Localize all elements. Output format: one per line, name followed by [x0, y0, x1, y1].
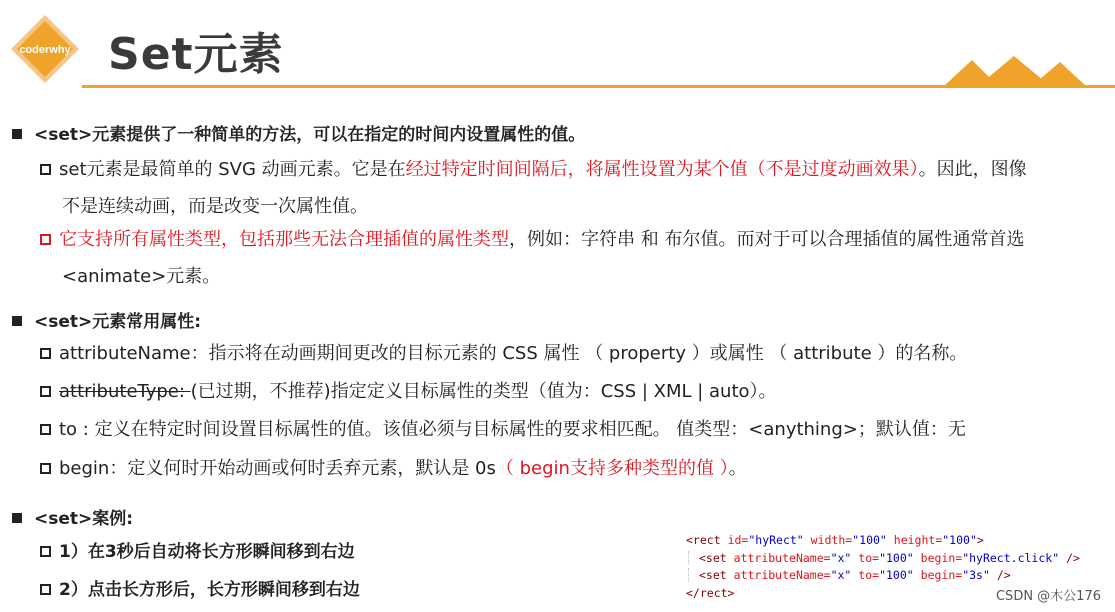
bullet-square-icon — [12, 129, 22, 139]
title-underline — [82, 85, 1115, 88]
logo-text: coderwhy — [19, 44, 71, 56]
list-item: 它支持所有属性类型，包括那些无法合理插值的属性类型，例如：字符串 和 布尔值。而对于可以合理插值的属性通常首选 — [40, 223, 1024, 257]
checkbox-bullet-icon — [40, 164, 51, 175]
code-line: </rect> — [686, 585, 735, 600]
section-heading: <set>元素常用属性: — [12, 307, 201, 332]
checkbox-bullet-icon — [40, 348, 51, 359]
list-item-continuation: <animate>元素。 — [62, 266, 221, 287]
bullet-square-icon — [12, 513, 22, 523]
list-item: begin：定义何时开始动画或何时丢弃元素，默认是 0s（ begin支持多种类型的值 ）。 — [40, 452, 747, 486]
checkbox-bullet-icon — [40, 463, 51, 474]
code-line: <set attributeName="x" to="100" begin="hyRect.click" /> — [688, 551, 1080, 565]
list-item: 1）在3秒后自动将长方形瞬间移到右边 — [40, 535, 355, 569]
checkbox-bullet-icon — [40, 234, 51, 245]
list-item: 2）点击长方形后，长方形瞬间移到右边 — [40, 573, 360, 607]
page-title: Set元素 — [108, 29, 284, 80]
section-heading: <set>案例: — [12, 504, 133, 529]
list-item: set元素是最简单的 SVG 动画元素。它是在经过特定时间间隔后，将属性设置为某个值（不是过度动画效果）。因此，图像 — [40, 153, 1027, 187]
bullet-square-icon — [12, 316, 22, 326]
list-item-continuation: 不是连续动画，而是改变一次属性值。 — [62, 196, 368, 217]
code-line: <set attributeName="x" to="100" begin="3s" /> — [688, 568, 1011, 582]
watermark: CSDN @木公176 — [995, 589, 1101, 604]
checkbox-bullet-icon — [40, 424, 51, 435]
code-line: <rect id="hyRect" width="100" height="100"> — [686, 533, 984, 547]
coderwhy-logo — [9, 13, 81, 85]
checkbox-bullet-icon — [40, 546, 51, 557]
list-item: attributeType: (已过期，不推荐)指定定义目标属性的类型（值为：CSS | XML | auto）。 — [40, 375, 777, 409]
checkbox-bullet-icon — [40, 584, 51, 595]
section-heading: <set>元素提供了一种简单的方法，可以在指定的时间内设置属性的值。 — [12, 120, 585, 145]
checkbox-bullet-icon — [40, 386, 51, 397]
list-item: to : 定义在特定时间设置目标属性的值。该值必须与目标属性的要求相匹配。 值类型：<anything>；默认值：无 — [40, 413, 966, 447]
mountain-decoration — [944, 56, 1086, 86]
list-item: attributeName：指示将在动画期间更改的目标元素的 CSS 属性 （ property ）或属性 （ attribute ）的名称。 — [40, 337, 967, 371]
